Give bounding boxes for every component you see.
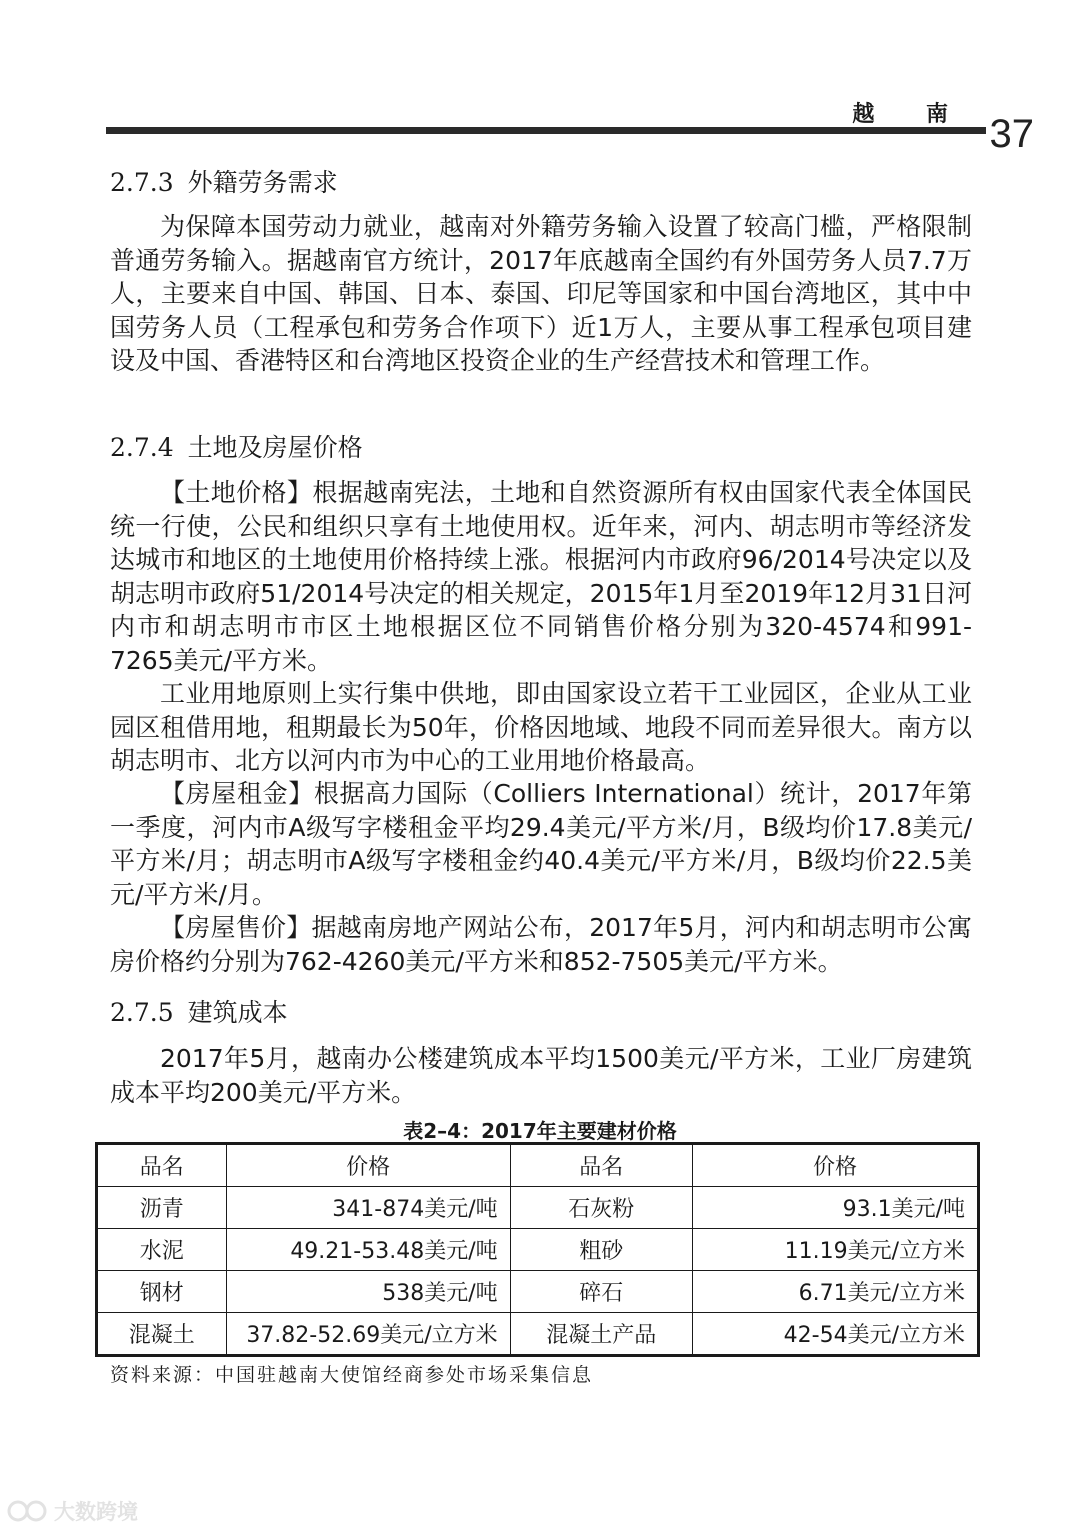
material-name: 钢材: [97, 1271, 227, 1313]
table-header-row: [97, 1144, 979, 1187]
column-header: 价格: [692, 1144, 978, 1187]
paragraph-rent: 【房屋租金】根据高力国际（Colliers International）统计，2017年第一季度，河内市A级写字楼租金平均29.4美元/平方米/月，B级均价17.8美元/平方米/月；胡志明市A级写字楼租金约40.4美元/平方米/月，B级均价22.5美元/平方米/月。: [110, 779, 972, 909]
table-row: [97, 1271, 979, 1313]
material-price: 11.19美元/立方米: [692, 1229, 978, 1271]
paragraph-construction-cost: 2017年5月，越南办公楼建筑成本平均1500美元/平方米，工业厂房建筑成本平均200美元/平方米。: [110, 1044, 972, 1107]
material-price: 538美元/吨: [226, 1271, 510, 1313]
paragraph: 为保障本国劳动力就业，越南对外籍劳务输入设置了较高门槛，严格限制普通劳务输入。据越南官方统计，2017年底越南全国约有外国劳务人员7.7万人，主要来自中国、韩国、日本、泰国、印尼等国家和中国台湾地区，其中中国劳务人员（工程承包和劳务合作项下）近1万人，主要从事工程承包项目建设及中国、香港特区和台湾地区投资企业的生产经营技术和管理工作。: [110, 212, 972, 375]
material-price: 6.71美元/立方米: [692, 1271, 978, 1313]
material-name: 粗砂: [510, 1229, 692, 1271]
heading-title: 外籍劳务需求: [187, 168, 338, 197]
table-row: [97, 1229, 979, 1271]
material-name: 石灰粉: [510, 1187, 692, 1229]
column-header: 价格: [226, 1144, 510, 1187]
material-price: 341-874美元/吨: [226, 1187, 510, 1229]
heading-number: 2.7.5: [110, 998, 174, 1027]
watermark-text: 大数跨境: [54, 1500, 138, 1524]
source-note: 资料来源：中国驻越南大使馆经商参处市场采集信息: [110, 1364, 594, 1386]
heading-number: 2.7.4: [110, 433, 174, 462]
material-name: 碎石: [510, 1271, 692, 1313]
heading-2-7-3: [110, 163, 338, 199]
table-row: [97, 1187, 979, 1229]
paragraph-sale-price: 【房屋售价】据越南房地产网站公布，2017年5月，河内和胡志明市公寓房价格约分别为762-4260美元/平方米和852-7505美元/平方米。: [110, 913, 972, 976]
running-header-title: 越 南: [852, 102, 970, 127]
material-price: 93.1美元/吨: [692, 1187, 978, 1229]
paragraph-industrial-land: 工业用地原则上实行集中供地，即由国家设立若干工业园区，企业从工业园区租借用地，租期最长为50年，价格因地域、地段不同而差异很大。南方以胡志明市、北方以河内市为中心的工业用地价格最高。: [110, 679, 972, 775]
material-name: 水泥: [97, 1229, 227, 1271]
watermark: [6, 1496, 138, 1526]
material-price: 49.21-53.48美元/吨: [226, 1229, 510, 1271]
paragraph-land-price: 【土地价格】根据越南宪法，土地和自然资源所有权由国家代表全体国民统一行使，公民和组织只享有土地使用权。近年来，河内、胡志明市等经济发达城市和地区的土地使用价格持续上涨。根据河内市政府96/2014号决定以及胡志明市政府51/2014号决定的相关规定，2015年1月至2019年12月31日河内市和胡志明市市区土地根据区位不同销售价格分别为320-4574和991-7265美元/平方米。: [110, 478, 972, 675]
page-number: 37: [989, 112, 1034, 156]
materials-price-table: [95, 1142, 980, 1357]
material-name: 混凝土: [97, 1313, 227, 1356]
heading-2-7-4: [110, 428, 363, 464]
table-row: [97, 1313, 979, 1356]
header-rule: [106, 127, 986, 134]
material-name: 混凝土产品: [510, 1313, 692, 1356]
watermark-logo-icon: [6, 1499, 50, 1523]
column-header: 品名: [97, 1144, 227, 1187]
material-price: 37.82-52.69美元/立方米: [226, 1313, 510, 1356]
heading-number: 2.7.3: [110, 168, 174, 197]
material-name: 沥青: [97, 1187, 227, 1229]
heading-2-7-5: [110, 993, 288, 1029]
table-caption: 表2–4：2017年主要建材价格: [403, 1119, 677, 1143]
column-header: 品名: [510, 1144, 692, 1187]
heading-title: 建筑成本: [187, 998, 288, 1027]
material-price: 42-54美元/立方米: [692, 1313, 978, 1356]
heading-title: 土地及房屋价格: [187, 433, 363, 462]
